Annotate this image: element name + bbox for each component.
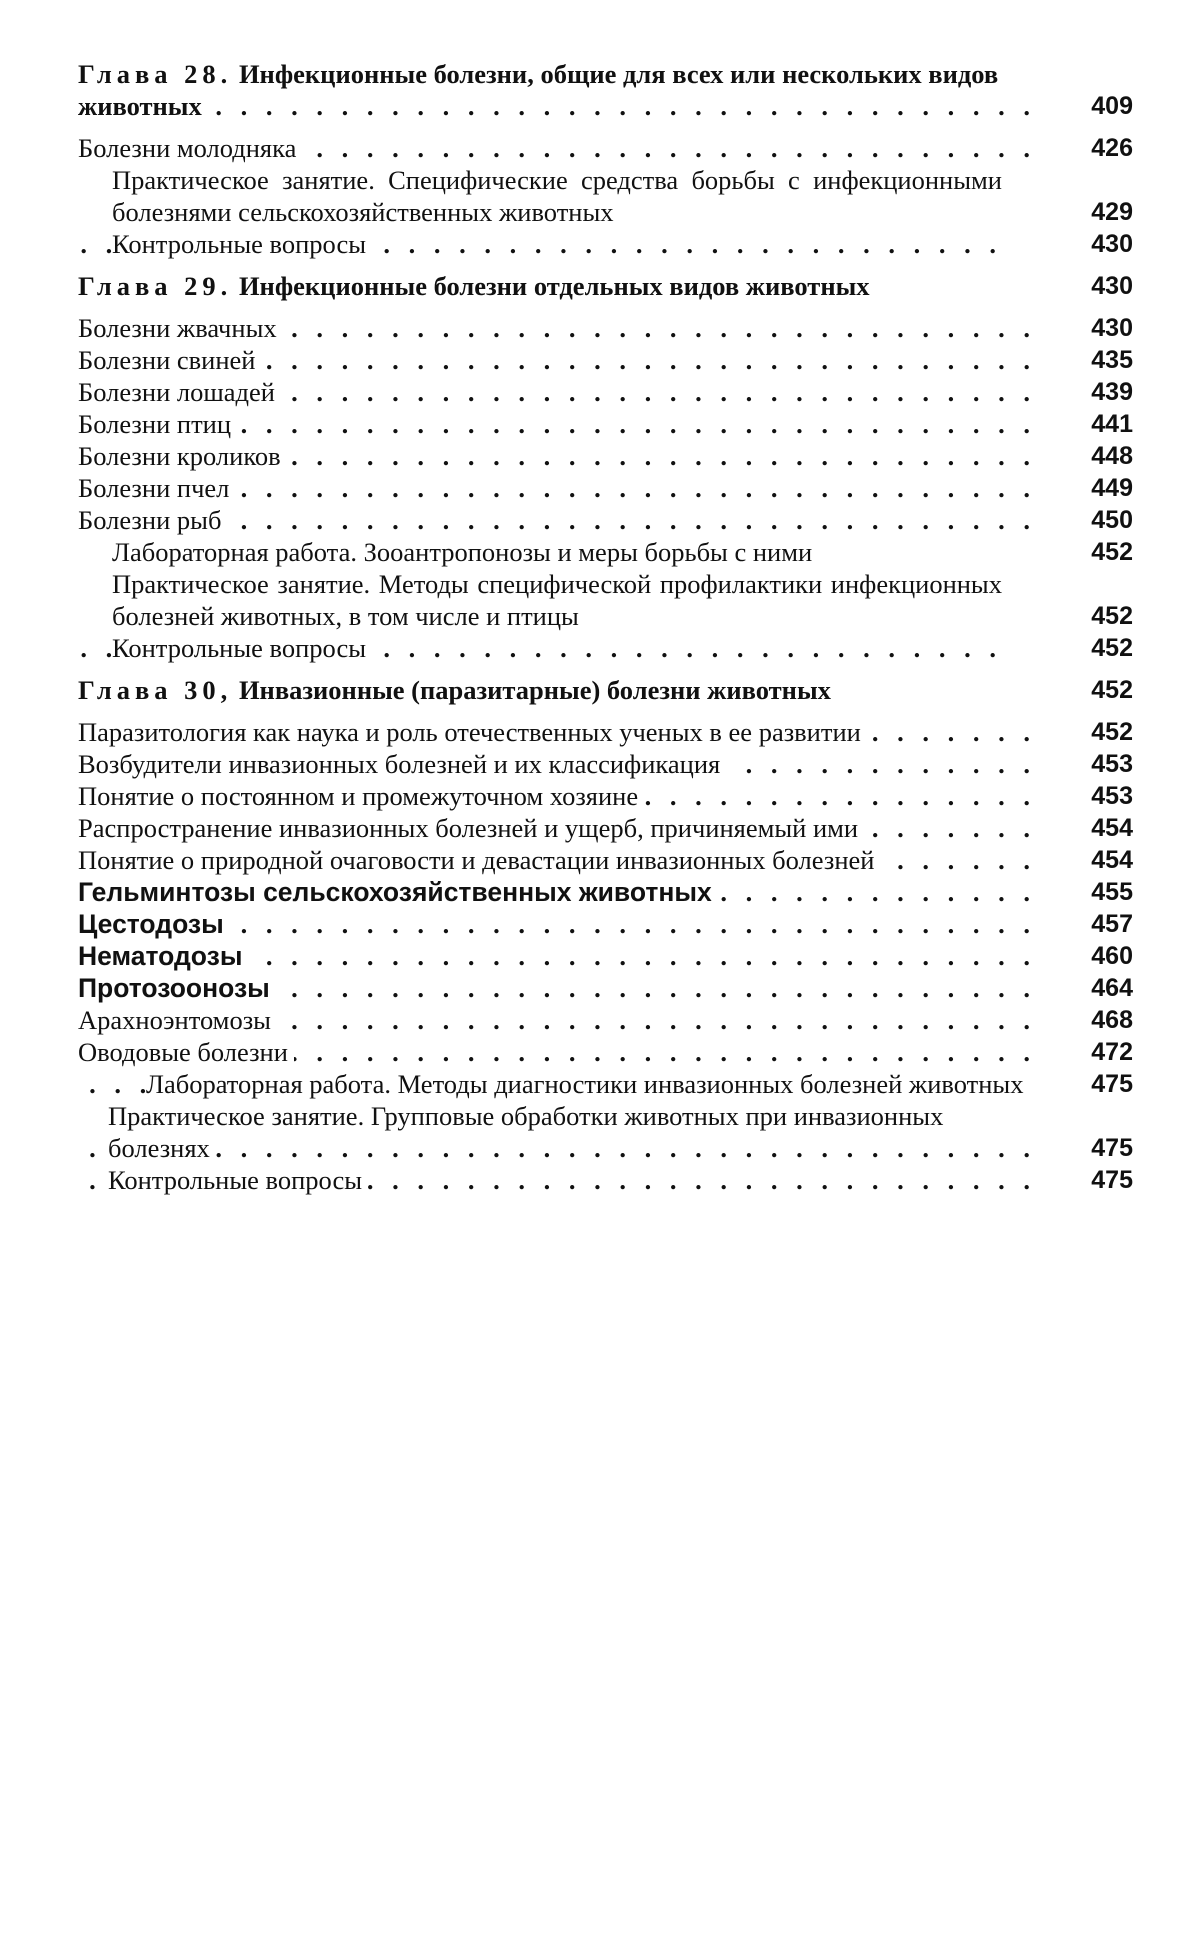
entry-title: Понятие о постоянном и промежуточном хозяине	[78, 781, 644, 811]
toc-entry-chapter-29	[78, 270, 1133, 302]
page-number: 452	[1091, 602, 1133, 630]
page-number: 454	[1091, 846, 1133, 874]
page-number: 453	[1091, 782, 1133, 810]
toc-entry-control-30	[78, 1164, 1133, 1196]
page-number: 460	[1091, 942, 1133, 970]
entry-title: Болезни молодняка	[78, 133, 302, 163]
toc-entry-control-29	[78, 632, 1133, 664]
entry-title: Паразитология как наука и роль отечественных ученых в ее развитии	[78, 717, 867, 747]
toc-entry-birds	[78, 408, 1133, 440]
toc-entry-host	[78, 780, 1133, 812]
toc-entry-bees	[78, 472, 1133, 504]
toc-entry-young-animals	[78, 132, 1133, 164]
entry-title: Болезни жвачных	[78, 313, 283, 343]
page-number: 475	[1091, 1134, 1133, 1162]
page-number: 457	[1091, 910, 1133, 938]
entry-title: Контрольные вопросы	[108, 1165, 368, 1195]
page-number: 452	[1091, 718, 1133, 746]
toc-entry-chapter-30	[78, 674, 1133, 706]
page-number: 455	[1091, 878, 1133, 906]
page-number: 453	[1091, 750, 1133, 778]
entry-title: Инфекционные болезни, общие для всех или нескольких видов животных	[78, 59, 999, 121]
entry-title: Контрольные вопросы	[112, 633, 372, 663]
entry-title: Практическое занятие. Групповые обработки животных при инвазионных болезнях	[108, 1101, 944, 1163]
page-number: 475	[1091, 1166, 1133, 1194]
page-number: 426	[1091, 134, 1133, 162]
chapter-prefix: Глава 28.	[78, 59, 233, 89]
entry-title: Нематодозы	[78, 941, 248, 971]
toc-entry-arachnoentomoses	[78, 1004, 1133, 1036]
table-of-contents	[78, 58, 1133, 1196]
page-number: 429	[1091, 198, 1133, 226]
page-number: 450	[1091, 506, 1133, 534]
entry-title: Арахноэнтомозы	[78, 1005, 277, 1035]
page-number: 409	[1091, 92, 1133, 120]
entry-title: Лабораторная работа. Методы диагностики инвазионных болезней животных	[146, 1069, 1029, 1099]
entry-title: Инфекционные болезни отдельных видов животных	[238, 271, 870, 301]
page-number: 439	[1091, 378, 1133, 406]
page-number: 454	[1091, 814, 1133, 842]
entry-title: Гельминтозы сельскохозяйственных животных	[78, 877, 718, 907]
chapter-prefix: Глава 29.	[78, 271, 233, 301]
toc-entry-spread	[78, 812, 1133, 844]
toc-entry-cestodoses	[78, 908, 1133, 940]
entry-title: Контрольные вопросы	[112, 229, 372, 259]
entry-title: Болезни свиней	[78, 345, 261, 375]
toc-entry-fish	[78, 504, 1133, 536]
page-number: 441	[1091, 410, 1133, 438]
toc-entry-ruminants	[78, 312, 1133, 344]
page-number: 468	[1091, 1006, 1133, 1034]
page-number: 452	[1091, 538, 1133, 566]
page-number: 430	[1091, 272, 1133, 300]
toc-entry-parasitology	[78, 716, 1133, 748]
page-number: 448	[1091, 442, 1133, 470]
page-number: 435	[1091, 346, 1133, 374]
page-number: 430	[1091, 230, 1133, 258]
toc-entry-helminthoses	[78, 876, 1133, 908]
entry-title: Болезни кроликов	[78, 441, 287, 471]
entry-title: Возбудители инвазионных болезней и их классификация	[78, 749, 726, 779]
chapter-prefix: Глава 30,	[78, 675, 233, 705]
toc-entry-focality	[78, 844, 1133, 876]
page-number: 472	[1091, 1038, 1133, 1066]
page-number: 452	[1091, 634, 1133, 662]
entry-title: Инвазионные (паразитарные) болезни животных	[238, 675, 831, 705]
toc-entry-lab-29	[78, 536, 1133, 568]
toc-entry-lab-30	[78, 1068, 1133, 1100]
toc-entry-pigs	[78, 344, 1133, 376]
toc-entry-rabbits	[78, 440, 1133, 472]
toc-entry-chapter-28	[78, 58, 1133, 122]
entry-title: Болезни птиц	[78, 409, 237, 439]
page-number: 449	[1091, 474, 1133, 502]
entry-title: Болезни лошадей	[78, 377, 281, 407]
entry-title: Практическое занятие. Методы специфической профилактики инфекционных болезней животных, в том числе и птицы	[112, 569, 1002, 631]
toc-entry-botfly-diseases	[78, 1036, 1133, 1068]
toc-entry-horses	[78, 376, 1133, 408]
entry-title: Болезни рыб	[78, 505, 227, 535]
entry-title: Цестодозы	[78, 909, 230, 939]
page-number: 475	[1091, 1070, 1133, 1098]
toc-entry-protozoonoses	[78, 972, 1133, 1004]
entry-title: Понятие о природной очаговости и девастации инвазионных болезней	[78, 845, 880, 875]
page-number: 464	[1091, 974, 1133, 1002]
toc-entry-agents	[78, 748, 1133, 780]
entry-title: Протозоонозы	[78, 973, 276, 1003]
page-number: 452	[1091, 676, 1133, 704]
toc-entry-control-28	[78, 228, 1133, 260]
toc-entry-practical-28	[78, 164, 1133, 228]
toc-entry-nematodoses	[78, 940, 1133, 972]
toc-entry-practical-29	[78, 568, 1133, 632]
entry-title: Распространение инвазионных болезней и ущерб, причиняемый ими	[78, 813, 864, 843]
entry-title: Оводовые болезни	[78, 1037, 294, 1067]
page-number: 430	[1091, 314, 1133, 342]
toc-entry-practical-30	[78, 1100, 1133, 1164]
entry-title: Болезни пчел	[78, 473, 235, 503]
entry-title: Лабораторная работа. Зооантропонозы и меры борьбы с ними	[112, 537, 818, 567]
entry-title: Практическое занятие. Специфические средства борьбы с инфекционными болезнями сельскохозяйственных животных	[112, 165, 1002, 227]
